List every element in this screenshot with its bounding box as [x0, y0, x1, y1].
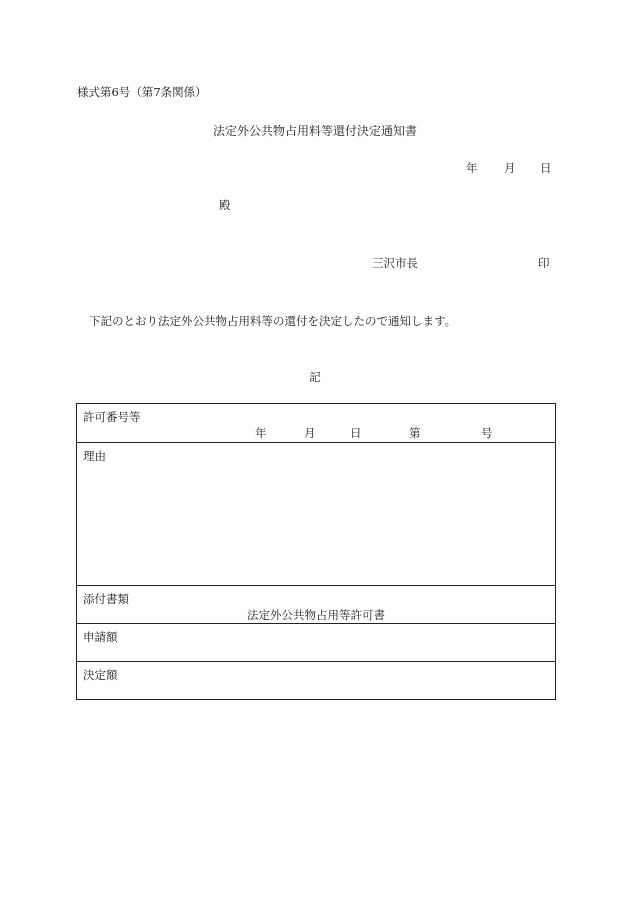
date-month-label: 月 [504, 161, 516, 175]
date-day-label: 日 [540, 161, 552, 175]
attachments-value: 法定外公共物占用等許可書 [247, 608, 385, 622]
attachments-row [77, 585, 555, 623]
permit-number-label: 許可番号等 [83, 410, 141, 424]
applied-amount-row [77, 623, 555, 661]
seal-mark: 印 [538, 256, 550, 270]
decided-amount-row [77, 661, 555, 699]
permit-month-label: 月 [304, 426, 316, 440]
permit-go-label: 号 [481, 426, 493, 440]
details-table [76, 403, 556, 700]
permit-number-row [77, 404, 555, 442]
applied-amount-label: 申請額 [83, 630, 118, 644]
issuer-name: 三沢市長 [372, 256, 418, 270]
reason-label: 理由 [83, 449, 106, 463]
ki-heading: 記 [309, 370, 321, 384]
attachments-label: 添付書類 [83, 592, 129, 606]
body-text: 下記のとおり法定外公共物占用料等の還付を決定したので通知します。 [89, 314, 457, 328]
reason-row [77, 442, 555, 585]
date-year-label: 年 [466, 161, 478, 175]
addressee-suffix: 殿 [219, 198, 231, 212]
decided-amount-label: 決定額 [83, 668, 118, 682]
permit-day-label: 日 [350, 426, 362, 440]
permit-year-label: 年 [255, 426, 267, 440]
permit-dai-label: 第 [409, 426, 421, 440]
document-title: 法定外公共物占用料等還付決定通知書 [212, 124, 417, 138]
form-number: 様式第6号（第7条関係） [77, 85, 207, 99]
